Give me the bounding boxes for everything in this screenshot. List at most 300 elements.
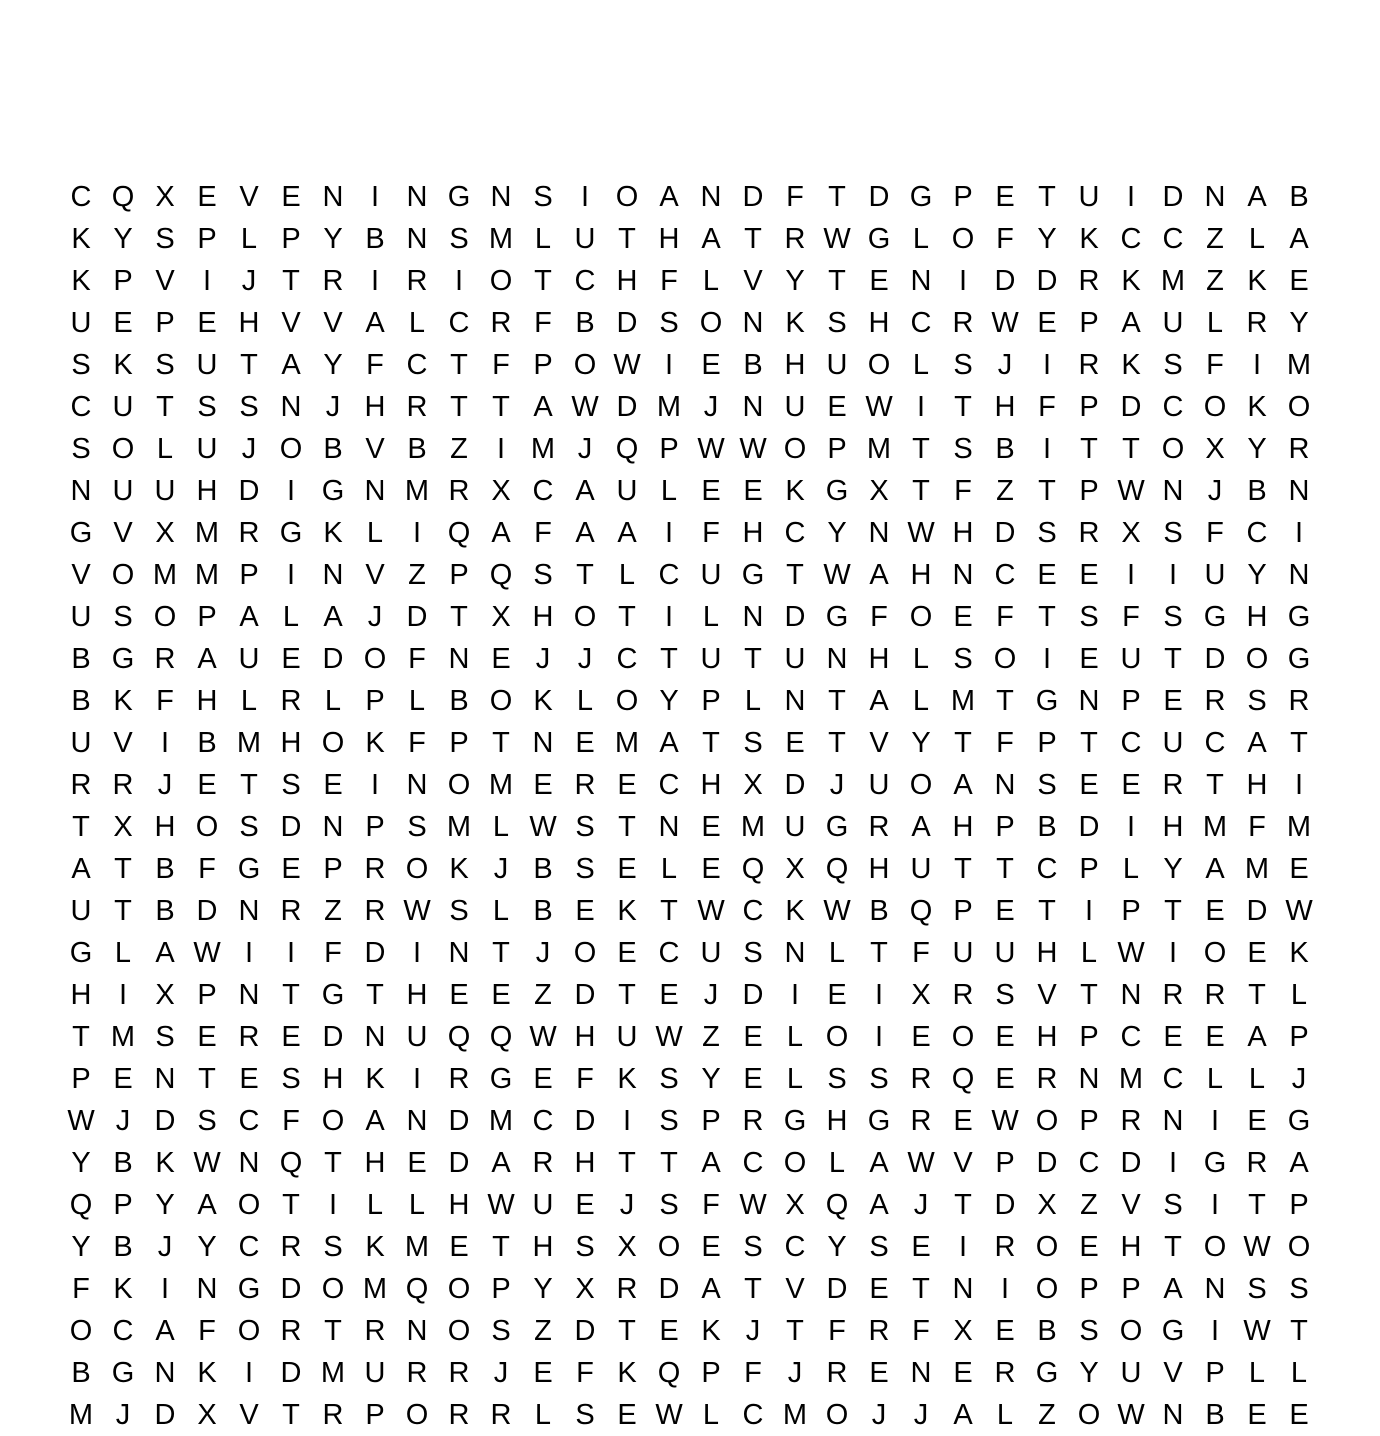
letter-cell[interactable]: M: [68, 1399, 94, 1431]
letter-cell[interactable]: E: [533, 1063, 553, 1095]
letter-cell[interactable]: Q: [279, 1147, 303, 1179]
letter-cell[interactable]: H: [406, 979, 428, 1011]
letter-cell[interactable]: R: [364, 1315, 386, 1347]
letter-cell[interactable]: N: [868, 517, 890, 549]
letter-cell[interactable]: E: [953, 1105, 973, 1137]
letter-cell[interactable]: F: [408, 727, 426, 759]
letter-cell[interactable]: T: [618, 811, 636, 843]
letter-cell[interactable]: E: [743, 1063, 763, 1095]
letter-cell[interactable]: Z: [996, 475, 1014, 507]
letter-cell[interactable]: C: [112, 1315, 134, 1347]
letter-cell[interactable]: B: [1247, 475, 1267, 507]
letter-cell[interactable]: A: [659, 181, 679, 213]
letter-cell[interactable]: E: [491, 979, 511, 1011]
letter-cell[interactable]: Y: [827, 517, 847, 549]
letter-cell[interactable]: A: [323, 601, 343, 633]
letter-cell[interactable]: E: [1163, 685, 1183, 717]
letter-cell[interactable]: U: [784, 811, 806, 843]
letter-cell[interactable]: I: [1042, 643, 1052, 675]
letter-cell[interactable]: Y: [1247, 559, 1267, 591]
letter-cell[interactable]: O: [279, 433, 303, 465]
letter-cell[interactable]: P: [1079, 391, 1099, 423]
letter-cell[interactable]: P: [953, 181, 973, 213]
letter-cell[interactable]: D: [1120, 391, 1142, 423]
letter-cell[interactable]: U: [700, 559, 722, 591]
letter-cell[interactable]: N: [154, 1357, 176, 1389]
letter-cell[interactable]: I: [1252, 349, 1262, 381]
letter-cell[interactable]: G: [867, 223, 891, 255]
letter-cell[interactable]: S: [113, 601, 133, 633]
letter-cell[interactable]: E: [1121, 769, 1141, 801]
letter-cell[interactable]: O: [615, 685, 639, 717]
letter-cell[interactable]: P: [701, 685, 721, 717]
letter-cell[interactable]: U: [784, 643, 806, 675]
letter-cell[interactable]: L: [1248, 1357, 1266, 1389]
letter-cell[interactable]: K: [785, 895, 805, 927]
letter-cell[interactable]: N: [154, 1063, 176, 1095]
letter-cell[interactable]: E: [869, 265, 889, 297]
letter-cell[interactable]: K: [449, 853, 469, 885]
letter-cell[interactable]: T: [534, 265, 552, 297]
letter-cell[interactable]: S: [1163, 349, 1183, 381]
letter-cell[interactable]: R: [616, 1273, 638, 1305]
letter-cell[interactable]: P: [449, 727, 469, 759]
letter-cell[interactable]: B: [449, 685, 469, 717]
letter-cell[interactable]: H: [868, 643, 890, 675]
letter-cell[interactable]: L: [702, 265, 720, 297]
letter-cell[interactable]: I: [496, 433, 506, 465]
letter-cell[interactable]: N: [952, 559, 974, 591]
letter-cell[interactable]: V: [365, 433, 385, 465]
letter-cell[interactable]: B: [365, 223, 385, 255]
letter-cell[interactable]: I: [790, 979, 800, 1011]
letter-cell[interactable]: V: [239, 1399, 259, 1431]
letter-cell[interactable]: Q: [489, 559, 513, 591]
letter-cell[interactable]: Q: [657, 1357, 681, 1389]
letter-cell[interactable]: L: [576, 685, 594, 717]
letter-cell[interactable]: A: [617, 517, 637, 549]
letter-cell[interactable]: O: [1161, 433, 1185, 465]
letter-cell[interactable]: S: [743, 1231, 763, 1263]
letter-cell[interactable]: N: [1078, 1063, 1100, 1095]
letter-cell[interactable]: K: [617, 895, 637, 927]
letter-cell[interactable]: R: [280, 1315, 302, 1347]
letter-cell[interactable]: J: [787, 1357, 803, 1389]
letter-cell[interactable]: D: [1204, 643, 1226, 675]
letter-cell[interactable]: B: [71, 1357, 91, 1389]
letter-cell[interactable]: A: [365, 307, 385, 339]
letter-cell[interactable]: T: [1122, 433, 1140, 465]
letter-cell[interactable]: H: [280, 727, 302, 759]
letter-cell[interactable]: M: [656, 391, 682, 423]
letter-cell[interactable]: W: [1117, 937, 1145, 969]
letter-cell[interactable]: T: [828, 181, 846, 213]
letter-cell[interactable]: N: [70, 475, 92, 507]
letter-cell[interactable]: E: [701, 853, 721, 885]
letter-cell[interactable]: I: [1168, 937, 1178, 969]
letter-cell[interactable]: H: [196, 475, 218, 507]
letter-cell[interactable]: W: [823, 223, 851, 255]
letter-cell[interactable]: P: [701, 1105, 721, 1137]
letter-cell[interactable]: I: [958, 1231, 968, 1263]
letter-cell[interactable]: S: [155, 349, 175, 381]
letter-cell[interactable]: P: [1079, 475, 1099, 507]
letter-cell[interactable]: L: [1122, 853, 1140, 885]
letter-cell[interactable]: D: [280, 811, 302, 843]
letter-cell[interactable]: L: [1290, 1357, 1308, 1389]
letter-cell[interactable]: O: [69, 1315, 93, 1347]
letter-cell[interactable]: E: [701, 475, 721, 507]
letter-cell[interactable]: N: [490, 181, 512, 213]
letter-cell[interactable]: M: [950, 685, 976, 717]
letter-cell[interactable]: G: [1203, 1147, 1227, 1179]
letter-cell[interactable]: N: [1204, 181, 1226, 213]
letter-cell[interactable]: E: [701, 1231, 721, 1263]
letter-cell[interactable]: T: [828, 727, 846, 759]
letter-cell[interactable]: J: [115, 1105, 131, 1137]
letter-cell[interactable]: S: [953, 643, 973, 675]
letter-cell[interactable]: S: [533, 559, 553, 591]
letter-cell[interactable]: Q: [615, 433, 639, 465]
letter-cell[interactable]: T: [1038, 601, 1056, 633]
letter-cell[interactable]: E: [995, 895, 1015, 927]
letter-cell[interactable]: I: [622, 1105, 632, 1137]
letter-cell[interactable]: D: [448, 1105, 470, 1137]
letter-cell[interactable]: Y: [155, 1189, 175, 1221]
letter-cell[interactable]: H: [1036, 1021, 1058, 1053]
letter-cell[interactable]: D: [364, 937, 386, 969]
letter-cell[interactable]: N: [406, 769, 428, 801]
letter-cell[interactable]: L: [912, 349, 930, 381]
letter-cell[interactable]: I: [370, 265, 380, 297]
letter-cell[interactable]: A: [365, 1105, 385, 1137]
letter-cell[interactable]: A: [701, 223, 721, 255]
letter-cell[interactable]: K: [1079, 223, 1099, 255]
letter-cell[interactable]: E: [491, 643, 511, 675]
letter-cell[interactable]: O: [1203, 391, 1227, 423]
letter-cell[interactable]: S: [575, 1231, 595, 1263]
letter-cell[interactable]: T: [576, 559, 594, 591]
letter-cell[interactable]: K: [785, 475, 805, 507]
letter-cell[interactable]: A: [491, 517, 511, 549]
letter-cell[interactable]: X: [491, 475, 511, 507]
letter-cell[interactable]: R: [448, 1357, 470, 1389]
letter-cell[interactable]: O: [447, 1315, 471, 1347]
letter-cell[interactable]: I: [1210, 1105, 1220, 1137]
letter-cell[interactable]: F: [534, 517, 552, 549]
letter-cell[interactable]: I: [1210, 1189, 1220, 1221]
letter-cell[interactable]: S: [197, 1105, 217, 1137]
letter-cell[interactable]: I: [412, 517, 422, 549]
letter-cell[interactable]: O: [909, 769, 933, 801]
letter-cell[interactable]: H: [868, 307, 890, 339]
letter-cell[interactable]: M: [1118, 1063, 1144, 1095]
letter-cell[interactable]: V: [281, 307, 301, 339]
letter-cell[interactable]: A: [1247, 727, 1267, 759]
letter-cell[interactable]: R: [994, 1231, 1016, 1263]
letter-cell[interactable]: P: [701, 1357, 721, 1389]
letter-cell[interactable]: O: [615, 181, 639, 213]
letter-cell[interactable]: O: [699, 307, 723, 339]
letter-cell[interactable]: L: [114, 937, 132, 969]
letter-cell[interactable]: N: [910, 265, 932, 297]
letter-cell[interactable]: F: [408, 643, 426, 675]
letter-cell[interactable]: K: [113, 349, 133, 381]
letter-cell[interactable]: S: [995, 979, 1015, 1011]
letter-cell[interactable]: R: [280, 1231, 302, 1263]
letter-cell[interactable]: O: [321, 1273, 345, 1305]
letter-cell[interactable]: L: [1290, 979, 1308, 1011]
letter-cell[interactable]: Y: [1163, 853, 1183, 885]
letter-cell[interactable]: P: [281, 223, 301, 255]
letter-cell[interactable]: L: [660, 853, 678, 885]
letter-cell[interactable]: V: [113, 727, 133, 759]
letter-cell[interactable]: R: [952, 307, 974, 339]
letter-cell[interactable]: N: [742, 601, 764, 633]
letter-cell[interactable]: G: [741, 559, 765, 591]
letter-cell[interactable]: D: [994, 265, 1016, 297]
letter-cell[interactable]: A: [1121, 307, 1141, 339]
letter-cell[interactable]: R: [1162, 979, 1184, 1011]
letter-cell[interactable]: N: [448, 937, 470, 969]
letter-cell[interactable]: T: [240, 769, 258, 801]
letter-cell[interactable]: R: [1204, 685, 1226, 717]
letter-cell[interactable]: L: [534, 223, 552, 255]
letter-cell[interactable]: P: [113, 1189, 133, 1221]
letter-cell[interactable]: S: [449, 895, 469, 927]
letter-cell[interactable]: X: [491, 601, 511, 633]
letter-cell[interactable]: O: [447, 1273, 471, 1305]
letter-cell[interactable]: T: [1080, 979, 1098, 1011]
letter-cell[interactable]: I: [202, 265, 212, 297]
letter-cell[interactable]: H: [364, 1147, 386, 1179]
letter-cell[interactable]: P: [1121, 685, 1141, 717]
letter-cell[interactable]: M: [152, 559, 178, 591]
letter-cell[interactable]: P: [1079, 853, 1099, 885]
letter-cell[interactable]: P: [953, 895, 973, 927]
letter-cell[interactable]: H: [574, 1147, 596, 1179]
letter-cell[interactable]: W: [613, 349, 641, 381]
letter-cell[interactable]: F: [996, 727, 1014, 759]
letter-cell[interactable]: K: [1289, 937, 1309, 969]
letter-cell[interactable]: I: [1168, 559, 1178, 591]
letter-cell[interactable]: M: [614, 727, 640, 759]
letter-cell[interactable]: F: [702, 1189, 720, 1221]
letter-cell[interactable]: E: [995, 1315, 1015, 1347]
letter-cell[interactable]: C: [238, 1231, 260, 1263]
letter-cell[interactable]: C: [784, 517, 806, 549]
letter-cell[interactable]: O: [321, 727, 345, 759]
letter-cell[interactable]: T: [870, 937, 888, 969]
letter-cell[interactable]: D: [868, 181, 890, 213]
letter-cell[interactable]: L: [1080, 937, 1098, 969]
letter-cell[interactable]: X: [743, 769, 763, 801]
letter-cell[interactable]: L: [702, 601, 720, 633]
letter-cell[interactable]: A: [1289, 223, 1309, 255]
letter-cell[interactable]: S: [953, 349, 973, 381]
letter-cell[interactable]: P: [533, 349, 553, 381]
letter-cell[interactable]: V: [1121, 1189, 1141, 1221]
letter-cell[interactable]: Q: [447, 517, 471, 549]
letter-cell[interactable]: J: [157, 1231, 173, 1263]
letter-cell[interactable]: U: [154, 475, 176, 507]
letter-cell[interactable]: E: [533, 769, 553, 801]
letter-cell[interactable]: D: [1036, 265, 1058, 297]
letter-cell[interactable]: U: [70, 727, 92, 759]
letter-cell[interactable]: N: [364, 1021, 386, 1053]
letter-cell[interactable]: T: [450, 391, 468, 423]
letter-cell[interactable]: W: [655, 1021, 683, 1053]
letter-cell[interactable]: O: [1245, 643, 1269, 675]
letter-cell[interactable]: Y: [113, 223, 133, 255]
letter-cell[interactable]: R: [448, 475, 470, 507]
letter-cell[interactable]: W: [823, 895, 851, 927]
letter-cell[interactable]: R: [364, 853, 386, 885]
letter-cell[interactable]: Q: [825, 1189, 849, 1221]
letter-cell[interactable]: G: [111, 1357, 135, 1389]
letter-cell[interactable]: M: [404, 1231, 430, 1263]
letter-cell[interactable]: O: [195, 811, 219, 843]
letter-cell[interactable]: J: [367, 601, 383, 633]
letter-cell[interactable]: T: [240, 349, 258, 381]
letter-cell[interactable]: T: [660, 895, 678, 927]
letter-cell[interactable]: T: [492, 727, 510, 759]
letter-cell[interactable]: E: [1289, 1399, 1309, 1431]
letter-cell[interactable]: X: [1205, 433, 1225, 465]
letter-cell[interactable]: T: [1038, 181, 1056, 213]
letter-cell[interactable]: U: [1204, 559, 1226, 591]
letter-cell[interactable]: E: [617, 853, 637, 885]
letter-cell[interactable]: S: [239, 391, 259, 423]
letter-cell[interactable]: L: [828, 937, 846, 969]
letter-cell[interactable]: L: [912, 643, 930, 675]
letter-cell[interactable]: O: [1203, 1231, 1227, 1263]
letter-cell[interactable]: L: [1206, 1063, 1224, 1095]
letter-cell[interactable]: S: [869, 1231, 889, 1263]
letter-cell[interactable]: L: [534, 1399, 552, 1431]
letter-cell[interactable]: J: [997, 349, 1013, 381]
letter-cell[interactable]: O: [573, 937, 597, 969]
letter-cell[interactable]: I: [1126, 181, 1136, 213]
letter-cell[interactable]: U: [1162, 307, 1184, 339]
letter-cell[interactable]: W: [907, 517, 935, 549]
letter-cell[interactable]: M: [488, 769, 514, 801]
letter-cell[interactable]: U: [70, 307, 92, 339]
letter-cell[interactable]: E: [1247, 1399, 1267, 1431]
letter-cell[interactable]: P: [659, 433, 679, 465]
letter-cell[interactable]: F: [1248, 811, 1266, 843]
letter-cell[interactable]: I: [370, 181, 380, 213]
letter-cell[interactable]: H: [742, 517, 764, 549]
letter-cell[interactable]: N: [1078, 685, 1100, 717]
letter-cell[interactable]: Q: [111, 181, 135, 213]
letter-cell[interactable]: I: [580, 181, 590, 213]
letter-cell[interactable]: T: [912, 1273, 930, 1305]
letter-cell[interactable]: A: [575, 475, 595, 507]
letter-cell[interactable]: J: [577, 643, 593, 675]
letter-cell[interactable]: E: [113, 1063, 133, 1095]
letter-cell[interactable]: W: [529, 811, 557, 843]
letter-cell[interactable]: T: [1248, 1189, 1266, 1221]
letter-cell[interactable]: A: [701, 1147, 721, 1179]
letter-cell[interactable]: L: [996, 1399, 1014, 1431]
letter-cell[interactable]: Y: [701, 1063, 721, 1095]
letter-cell[interactable]: K: [617, 1357, 637, 1389]
letter-cell[interactable]: E: [281, 181, 301, 213]
letter-cell[interactable]: O: [321, 1105, 345, 1137]
letter-cell[interactable]: C: [70, 181, 92, 213]
letter-cell[interactable]: W: [739, 1189, 767, 1221]
letter-cell[interactable]: T: [618, 1315, 636, 1347]
letter-cell[interactable]: M: [1160, 265, 1186, 297]
letter-cell[interactable]: Y: [323, 349, 343, 381]
letter-cell[interactable]: H: [658, 223, 680, 255]
letter-cell[interactable]: R: [910, 1063, 932, 1095]
letter-cell[interactable]: O: [111, 433, 135, 465]
letter-cell[interactable]: P: [827, 433, 847, 465]
letter-cell[interactable]: T: [1164, 643, 1182, 675]
letter-cell[interactable]: R: [112, 769, 134, 801]
letter-cell[interactable]: C: [1162, 223, 1184, 255]
letter-cell[interactable]: Q: [825, 853, 849, 885]
letter-cell[interactable]: G: [237, 853, 261, 885]
letter-cell[interactable]: A: [491, 1147, 511, 1179]
letter-cell[interactable]: E: [1289, 853, 1309, 885]
letter-cell[interactable]: P: [365, 811, 385, 843]
letter-cell[interactable]: E: [281, 643, 301, 675]
letter-cell[interactable]: P: [155, 307, 175, 339]
letter-cell[interactable]: L: [366, 517, 384, 549]
letter-cell[interactable]: L: [492, 811, 510, 843]
letter-cell[interactable]: T: [114, 895, 132, 927]
letter-cell[interactable]: W: [67, 1105, 95, 1137]
letter-cell[interactable]: T: [72, 811, 90, 843]
letter-cell[interactable]: G: [69, 517, 93, 549]
letter-cell[interactable]: X: [1121, 517, 1141, 549]
letter-cell[interactable]: P: [197, 223, 217, 255]
letter-cell[interactable]: T: [72, 1021, 90, 1053]
letter-cell[interactable]: R: [868, 811, 890, 843]
letter-cell[interactable]: P: [1121, 1273, 1141, 1305]
letter-cell[interactable]: J: [493, 1357, 509, 1389]
letter-cell[interactable]: O: [825, 1021, 849, 1053]
letter-cell[interactable]: E: [1079, 643, 1099, 675]
letter-cell[interactable]: A: [281, 349, 301, 381]
letter-cell[interactable]: U: [532, 1189, 554, 1221]
letter-cell[interactable]: O: [489, 265, 513, 297]
letter-cell[interactable]: S: [575, 1399, 595, 1431]
letter-cell[interactable]: J: [619, 1189, 635, 1221]
letter-cell[interactable]: T: [618, 223, 636, 255]
letter-cell[interactable]: U: [196, 433, 218, 465]
letter-cell[interactable]: A: [197, 643, 217, 675]
letter-cell[interactable]: W: [1243, 1315, 1271, 1347]
letter-cell[interactable]: E: [701, 349, 721, 381]
letter-cell[interactable]: F: [576, 1357, 594, 1389]
letter-cell[interactable]: K: [71, 223, 91, 255]
letter-cell[interactable]: V: [71, 559, 91, 591]
letter-cell[interactable]: A: [869, 685, 889, 717]
letter-cell[interactable]: J: [535, 937, 551, 969]
letter-cell[interactable]: G: [321, 475, 345, 507]
letter-cell[interactable]: E: [407, 1147, 427, 1179]
letter-cell[interactable]: W: [991, 1105, 1019, 1137]
letter-cell[interactable]: J: [703, 391, 719, 423]
letter-cell[interactable]: T: [660, 643, 678, 675]
letter-cell[interactable]: K: [701, 1315, 721, 1347]
letter-cell[interactable]: E: [1289, 265, 1309, 297]
letter-cell[interactable]: R: [406, 1357, 428, 1389]
